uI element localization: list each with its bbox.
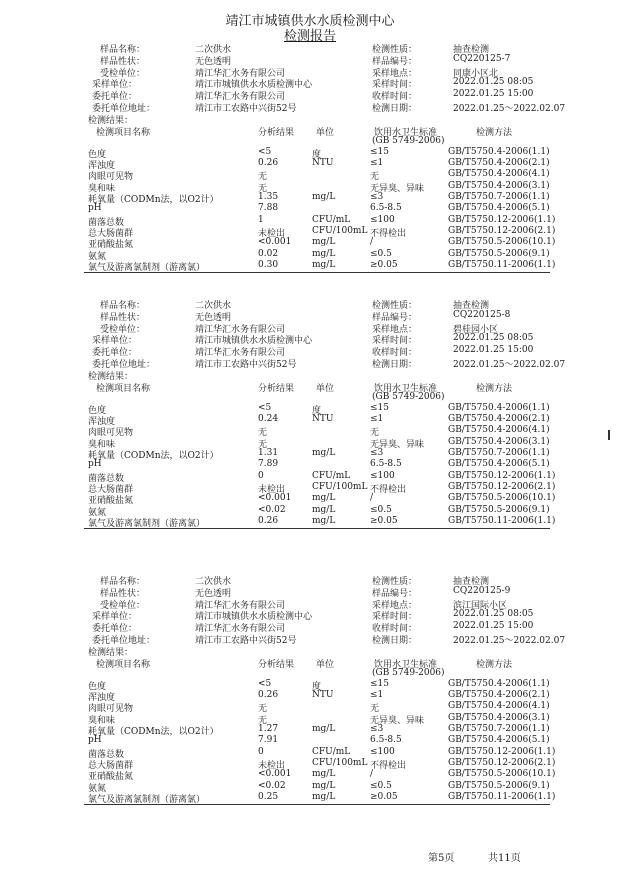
report-org-title: 靖江市城镇供水水质检测中心 — [225, 14, 395, 29]
row-method: GB/T5750.11-2006(1.1) — [448, 791, 556, 802]
row-item: 臭和味 — [88, 715, 116, 726]
row-unit: mg/L — [312, 504, 336, 515]
block-divider — [84, 272, 550, 273]
sample-state-label: 样品性状： — [100, 56, 146, 67]
consignor-address-label: 委托单位地址： — [92, 104, 156, 114]
page-total: 共11页 — [488, 853, 521, 864]
col-item-header: 检测项目名称 — [96, 383, 151, 394]
col-result-header: 分析结果 — [258, 127, 295, 138]
row-standard: 无 — [370, 704, 380, 715]
row-method: GB/T5750.4-2006(4.1) — [448, 169, 550, 180]
sample-no-label: 样品编号： — [372, 312, 418, 323]
row-result: 0 — [258, 746, 264, 757]
table-row — [0, 516, 620, 527]
sample-state-value: 无色透明 — [195, 312, 232, 323]
location-label: 采样地点： — [372, 600, 418, 611]
row-item: 总大肠菌群 — [88, 760, 134, 771]
row-result: 无 — [258, 704, 268, 715]
row-method: GB/T5750.5-2006(10.1) — [448, 769, 556, 780]
sample-name-label: 样品名称： — [100, 301, 146, 311]
row-result: <5 — [258, 146, 272, 157]
col-standard-subheader: (GB 5749-2006) — [372, 667, 445, 678]
col-method-header: 检测方法 — [476, 127, 513, 138]
table-row — [0, 690, 620, 704]
row-method: GB/T5750.4-2006(5.1) — [448, 735, 550, 746]
row-standard: ≤1 — [370, 690, 384, 701]
table-row — [0, 203, 620, 214]
table-row — [0, 169, 620, 183]
sampler-value: 靖江市城镇供水水质检测中心 — [195, 336, 313, 347]
table-row — [0, 701, 620, 715]
sample-no-label: 样品编号： — [372, 588, 418, 599]
row-item: 氯气及游离氯制剂（游离氯） — [88, 518, 206, 529]
table-row — [0, 226, 620, 237]
row-item: 菌落总数 — [88, 749, 125, 760]
table-row — [0, 735, 620, 746]
sampler-value: 靖江市城镇供水水质检测中心 — [195, 612, 313, 623]
row-result: 无 — [258, 715, 268, 726]
row-standard: 6.5-8.5 — [370, 459, 402, 470]
row-standard: ≤3 — [370, 724, 384, 734]
consignor-label: 委托单位： — [92, 348, 138, 359]
test-date-label: 检测日期： — [372, 104, 418, 114]
table-row — [0, 414, 620, 428]
row-item: 总大肠菌群 — [88, 484, 134, 495]
row-standard: ≤0.5 — [370, 248, 392, 259]
row-item: 耗氧量（CODMn法，以O2计） — [88, 195, 219, 205]
row-method: GB/T5750.4-2006(2.1) — [448, 414, 550, 425]
row-result: <0.001 — [258, 493, 292, 504]
row-standard: 6.5-8.5 — [370, 735, 402, 746]
row-method: GB/T5750.7-2006(1.1) — [448, 724, 550, 734]
row-standard: 无异臭、异味 — [370, 439, 425, 450]
row-unit: CFU/mL — [312, 214, 351, 225]
receive-time-label: 收样时间： — [372, 624, 418, 635]
row-method: GB/T5750.5-2006(9.1) — [448, 504, 550, 515]
row-item: 色度 — [88, 149, 107, 160]
consignor-address-value: 靖江市工农路中兴街52号 — [195, 104, 297, 114]
row-method: GB/T5750.4-2006(4.1) — [448, 701, 550, 712]
row-result: 0.24 — [258, 414, 279, 425]
sample-state-value: 无色透明 — [195, 588, 232, 599]
sample-time-value: 2022.01.25 08:05 — [453, 333, 534, 344]
sample-no-value: CQ220125-9 — [453, 585, 511, 596]
row-unit: mg/L — [312, 724, 336, 734]
row-standard: 不得检出 — [370, 484, 407, 495]
row-standard: ≤0.5 — [370, 504, 392, 515]
row-method: GB/T5750.4-2006(5.1) — [448, 459, 550, 470]
col-standard-subheader: (GB 5749-2006) — [372, 391, 445, 402]
row-result: <0.02 — [258, 504, 286, 515]
sample-time-label: 采样时间： — [372, 336, 418, 347]
row-method: GB/T5750.12-2006(2.1) — [448, 481, 556, 492]
test-type-label: 检测性质： — [372, 577, 418, 587]
row-unit: CFU/mL — [312, 470, 351, 481]
results-label: 检测结果： — [88, 371, 134, 382]
table-row — [0, 758, 620, 769]
table-row — [0, 192, 620, 203]
col-unit-header: 单位 — [316, 659, 335, 670]
sample-name-value: 二次供水 — [195, 301, 232, 311]
sampler-label: 采样单位： — [92, 612, 138, 623]
row-item: 亚硝酸盐氮 — [88, 496, 134, 507]
row-standard: 无 — [370, 172, 380, 183]
row-result: 1.31 — [258, 448, 279, 458]
binding-mark — [608, 430, 616, 440]
client-value: 靖江华汇水务有限公司 — [195, 68, 286, 79]
row-result: 1.35 — [258, 192, 279, 202]
sample-state-value: 无色透明 — [195, 56, 232, 67]
row-item: 氯气及游离氯制剂（游离氯） — [88, 794, 206, 805]
table-row — [0, 437, 620, 448]
row-standard: ≥0.05 — [370, 515, 398, 526]
client-value: 靖江华汇水务有限公司 — [195, 600, 286, 611]
report-title: 检测报告 — [283, 29, 336, 44]
row-method: GB/T5750.4-2006(5.1) — [448, 203, 550, 214]
row-method: GB/T5750.4-2006(1.1) — [448, 402, 550, 413]
row-standard: 6.5-8.5 — [370, 203, 402, 214]
sample-block-2 — [0, 296, 620, 529]
row-method: GB/T5750.5-2006(10.1) — [448, 237, 556, 248]
location-label: 采样地点： — [372, 68, 418, 79]
results-label: 检测结果： — [88, 115, 134, 126]
row-method: GB/T5750.4-2006(1.1) — [448, 146, 550, 157]
table-row — [0, 448, 620, 459]
row-item: pH — [88, 203, 102, 214]
row-result: 0 — [258, 470, 264, 481]
test-date-label: 检测日期： — [372, 636, 418, 646]
row-result: <0.02 — [258, 780, 286, 791]
sample-block-3 — [0, 572, 620, 805]
row-item: 菌落总数 — [88, 217, 125, 228]
row-standard: ≤15 — [370, 402, 389, 413]
test-date-value: 2022.01.25～2022.02.07 — [453, 636, 566, 646]
row-method: GB/T5750.4-2006(2.1) — [448, 158, 550, 169]
row-standard: ≤3 — [370, 192, 384, 202]
row-method: GB/T5750.12-2006(2.1) — [448, 225, 556, 236]
col-unit-header: 单位 — [316, 383, 335, 394]
row-method: GB/T5750.4-2006(3.1) — [448, 436, 550, 447]
sample-name-value: 二次供水 — [195, 45, 232, 55]
row-method: GB/T5750.5-2006(10.1) — [448, 493, 556, 504]
row-unit: mg/L — [312, 769, 336, 780]
row-item: 氨氮 — [88, 783, 107, 794]
row-result: 1 — [258, 214, 264, 225]
row-result: 未检出 — [258, 760, 286, 771]
row-result: 无 — [258, 428, 268, 439]
row-item: pH — [88, 735, 102, 746]
row-unit: mg/L — [312, 192, 336, 202]
row-standard: 无异臭、异味 — [370, 183, 425, 194]
test-type-value: 抽查检测 — [453, 577, 490, 587]
sample-no-value: CQ220125-7 — [453, 53, 511, 64]
row-result: 7.91 — [258, 735, 279, 746]
location-value: 滨江国际小区 — [453, 600, 508, 611]
row-result: 0.26 — [258, 690, 279, 701]
row-item: 浑浊度 — [88, 693, 116, 704]
col-standard-header: 饮用水卫生标准 — [374, 659, 438, 670]
row-result: 0.02 — [258, 248, 279, 259]
row-standard: 不得检出 — [370, 760, 407, 771]
row-method: GB/T5750.11-2006(1.1) — [448, 259, 556, 270]
table-row — [0, 493, 620, 507]
row-item: 菌落总数 — [88, 473, 125, 484]
table-row — [0, 781, 620, 792]
row-method: GB/T5750.4-2006(4.1) — [448, 425, 550, 436]
row-unit: mg/L — [312, 515, 336, 526]
row-result: 无 — [258, 183, 268, 194]
test-type-label: 检测性质： — [372, 301, 418, 311]
row-method: GB/T5750.11-2006(1.1) — [448, 515, 556, 526]
sample-time-value: 2022.01.25 08:05 — [453, 77, 534, 88]
sample-block-1 — [0, 40, 620, 273]
consignor-value: 靖江华汇水务有限公司 — [195, 92, 286, 103]
sample-state-label: 样品性状： — [100, 588, 146, 599]
receive-time-label: 收样时间： — [372, 92, 418, 103]
row-unit: NTU — [312, 414, 334, 425]
row-method: GB/T5750.12-2006(1.1) — [448, 470, 556, 481]
row-standard: 无异臭、异味 — [370, 715, 425, 726]
row-standard: ≤0.5 — [370, 780, 392, 791]
table-row — [0, 724, 620, 735]
row-item: 氨氮 — [88, 251, 107, 262]
row-result: 未检出 — [258, 228, 286, 239]
row-item: 肉眼可见物 — [88, 428, 134, 439]
table-row — [0, 147, 620, 158]
row-standard: ≥0.05 — [370, 259, 398, 270]
col-item-header: 检测项目名称 — [96, 127, 151, 138]
row-result: 0.26 — [258, 158, 279, 169]
row-standard: ≤1 — [370, 414, 384, 425]
consignor-value: 靖江华汇水务有限公司 — [195, 624, 286, 635]
row-item: 浑浊度 — [88, 161, 116, 172]
page-number: 第5页 — [428, 853, 455, 864]
location-label: 采样地点： — [372, 324, 418, 335]
row-method: GB/T5750.4-2006(3.1) — [448, 180, 550, 191]
receive-time-value: 2022.01.25 15:00 — [453, 621, 534, 632]
col-standard-header: 饮用水卫生标准 — [374, 127, 438, 138]
row-result: <5 — [258, 402, 272, 413]
test-date-value: 2022.01.25～2022.02.07 — [453, 360, 566, 370]
row-item: 亚硝酸盐氮 — [88, 240, 134, 251]
row-method: GB/T5750.12-2006(2.1) — [448, 757, 556, 768]
table-row — [0, 505, 620, 516]
row-standard: ≤100 — [370, 214, 395, 225]
col-method-header: 检测方法 — [476, 383, 513, 394]
table-row — [0, 713, 620, 724]
consignor-label: 委托单位： — [92, 92, 138, 103]
row-result: 无 — [258, 439, 268, 450]
block-divider — [84, 528, 550, 529]
row-result: <0.001 — [258, 237, 292, 248]
table-row — [0, 471, 620, 482]
location-value: 碧桂园小区 — [453, 324, 499, 335]
location-value: 同康小区北 — [453, 68, 499, 79]
row-standard: ≤15 — [370, 678, 389, 689]
col-unit-header: 单位 — [316, 127, 335, 138]
sample-state-label: 样品性状： — [100, 312, 146, 323]
client-label: 受检单位： — [100, 600, 146, 611]
table-row — [0, 403, 620, 414]
row-unit: CFU/100mL — [312, 757, 368, 768]
row-item: 浑浊度 — [88, 417, 116, 428]
receive-time-value: 2022.01.25 15:00 — [453, 89, 534, 100]
row-result: 未检出 — [258, 484, 286, 495]
test-type-value: 抽查检测 — [453, 301, 490, 311]
row-item: 氨氮 — [88, 507, 107, 518]
sampler-label: 采样单位： — [92, 336, 138, 347]
table-row — [0, 237, 620, 251]
row-method: GB/T5750.12-2006(1.1) — [448, 746, 556, 757]
row-unit: CFU/100mL — [312, 481, 368, 492]
table-row — [0, 158, 620, 172]
row-unit: mg/L — [312, 237, 336, 248]
table-row — [0, 679, 620, 690]
client-label: 受检单位： — [100, 68, 146, 79]
row-item: 臭和味 — [88, 439, 116, 450]
sample-no-value: CQ220125-8 — [453, 309, 511, 320]
row-method: GB/T5750.4-2006(3.1) — [448, 712, 550, 723]
row-item: 肉眼可见物 — [88, 704, 134, 715]
client-label: 受检单位： — [100, 324, 146, 335]
row-standard: ≤100 — [370, 746, 395, 757]
row-result: 无 — [258, 172, 268, 183]
table-row — [0, 425, 620, 439]
row-item: 亚硝酸盐氮 — [88, 772, 134, 783]
consignor-address-value: 靖江市工农路中兴街52号 — [195, 360, 297, 370]
col-standard-header: 饮用水卫生标准 — [374, 383, 438, 394]
row-standard: / — [370, 769, 374, 780]
table-row — [0, 482, 620, 493]
sample-time-label: 采样时间： — [372, 80, 418, 91]
row-standard: ≤15 — [370, 146, 389, 157]
row-unit: mg/L — [312, 493, 336, 504]
table-row — [0, 459, 620, 470]
row-standard: ≤100 — [370, 470, 395, 481]
row-standard: 无 — [370, 428, 380, 439]
sample-no-label: 样品编号： — [372, 56, 418, 67]
row-unit: CFU/mL — [312, 746, 351, 757]
row-unit: mg/L — [312, 780, 336, 791]
sample-name-label: 样品名称： — [100, 577, 146, 587]
row-standard: / — [370, 237, 374, 248]
sample-time-label: 采样时间： — [372, 612, 418, 623]
row-result: <0.001 — [258, 769, 292, 780]
table-row — [0, 215, 620, 226]
table-row — [0, 792, 620, 803]
row-item: 总大肠菌群 — [88, 228, 134, 239]
table-row — [0, 260, 620, 271]
row-item: 色度 — [88, 405, 107, 416]
row-method: GB/T5750.7-2006(1.1) — [448, 448, 550, 458]
row-unit: mg/L — [312, 259, 336, 270]
row-unit: NTU — [312, 690, 334, 701]
sample-name-value: 二次供水 — [195, 577, 232, 587]
row-unit: mg/L — [312, 791, 336, 802]
row-result: 0.25 — [258, 791, 279, 802]
row-method: GB/T5750.12-2006(1.1) — [448, 214, 556, 225]
consignor-value: 靖江华汇水务有限公司 — [195, 348, 286, 359]
consignor-address-label: 委托单位地址： — [92, 636, 156, 646]
row-unit: 度 — [312, 405, 322, 416]
col-result-header: 分析结果 — [258, 659, 295, 670]
row-unit: CFU/100mL — [312, 225, 368, 236]
row-result: 7.89 — [258, 459, 279, 470]
sampler-label: 采样单位： — [92, 80, 138, 91]
row-standard: 不得检出 — [370, 228, 407, 239]
row-standard: ≤1 — [370, 158, 384, 169]
col-method-header: 检测方法 — [476, 659, 513, 670]
sampler-value: 靖江市城镇供水水质检测中心 — [195, 80, 313, 91]
row-method: GB/T5750.5-2006(9.1) — [448, 780, 550, 791]
col-result-header: 分析结果 — [258, 383, 295, 394]
row-method: GB/T5750.4-2006(2.1) — [448, 690, 550, 701]
test-date-value: 2022.01.25～2022.02.07 — [453, 104, 566, 114]
receive-time-value: 2022.01.25 15:00 — [453, 345, 534, 356]
row-item: 耗氧量（CODMn法，以O2计） — [88, 727, 219, 737]
row-standard: ≥0.05 — [370, 791, 398, 802]
table-row — [0, 181, 620, 192]
row-unit: mg/L — [312, 448, 336, 458]
sample-time-value: 2022.01.25 08:05 — [453, 609, 534, 620]
row-result: <5 — [258, 678, 272, 689]
row-unit: 度 — [312, 149, 322, 160]
receive-time-label: 收样时间： — [372, 348, 418, 359]
row-method: GB/T5750.5-2006(9.1) — [448, 248, 550, 259]
row-item: 耗氧量（CODMn法，以O2计） — [88, 451, 219, 461]
row-method: GB/T5750.7-2006(1.1) — [448, 192, 550, 202]
row-unit: mg/L — [312, 248, 336, 259]
row-item: 臭和味 — [88, 183, 116, 194]
row-unit: 度 — [312, 681, 322, 692]
block-divider — [84, 804, 550, 805]
test-date-label: 检测日期： — [372, 360, 418, 370]
row-item: 肉眼可见物 — [88, 172, 134, 183]
test-type-value: 抽查检测 — [453, 45, 490, 55]
col-standard-subheader: (GB 5749-2006) — [372, 135, 445, 146]
row-item: 氯气及游离氯制剂（游离氯） — [88, 262, 206, 273]
consignor-label: 委托单位： — [92, 624, 138, 635]
row-result: 0.30 — [258, 259, 279, 270]
results-label: 检测结果： — [88, 647, 134, 658]
row-item: 色度 — [88, 681, 107, 692]
row-result: 0.26 — [258, 515, 279, 526]
row-unit: NTU — [312, 158, 334, 169]
col-item-header: 检测项目名称 — [96, 659, 151, 670]
table-row — [0, 747, 620, 758]
row-item: pH — [88, 459, 102, 470]
row-result: 1.27 — [258, 724, 279, 734]
row-method: GB/T5750.4-2006(1.1) — [448, 678, 550, 689]
table-row — [0, 769, 620, 783]
row-result: 7.88 — [258, 203, 279, 214]
sample-name-label: 样品名称： — [100, 45, 146, 55]
table-row — [0, 249, 620, 260]
consignor-address-value: 靖江市工农路中兴街52号 — [195, 636, 297, 646]
row-standard: ≤3 — [370, 448, 384, 458]
test-type-label: 检测性质： — [372, 45, 418, 55]
consignor-address-label: 委托单位地址： — [92, 360, 156, 370]
client-value: 靖江华汇水务有限公司 — [195, 324, 286, 335]
row-standard: / — [370, 493, 374, 504]
